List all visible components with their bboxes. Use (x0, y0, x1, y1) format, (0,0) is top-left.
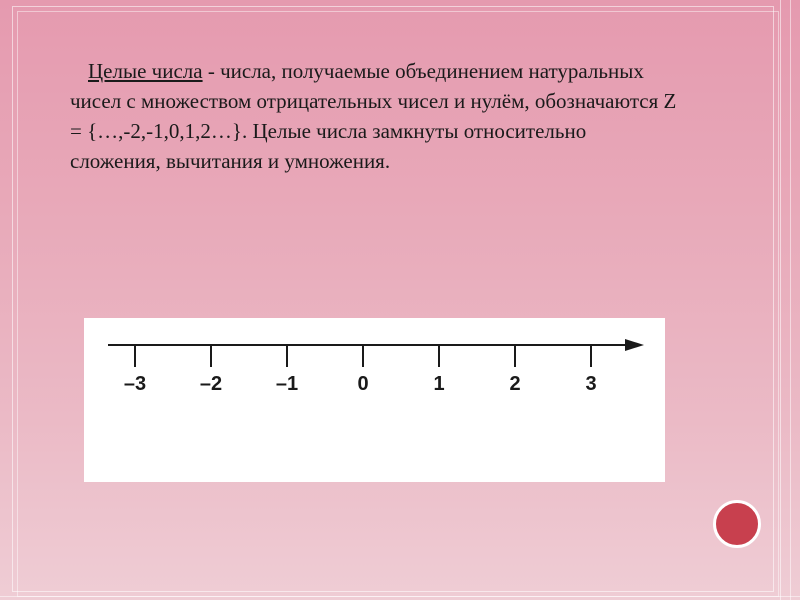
tick-label: 3 (585, 373, 597, 395)
definition-body: - числа, получаемые объединением натуральных чисел с множеством отрицательных чисел и нулём, обозначаются Z = {…,-2,-1,0,1,2…}. Целые числа замкнуты относительно сложения, вычитания и умножения. (70, 59, 677, 173)
tick-label: 1 (433, 373, 445, 395)
tick-label: –3 (123, 373, 147, 395)
frame-line-right (780, 0, 781, 600)
definition-text (70, 56, 680, 176)
arrow-head-icon (625, 339, 644, 351)
number-line-svg (84, 318, 665, 482)
tick-label: 2 (509, 373, 521, 395)
term-integers: Целые числа (88, 59, 203, 83)
frame-line-bottom (0, 596, 800, 597)
frame-line-right-outer (790, 0, 791, 600)
number-line-figure (84, 318, 665, 482)
tick-label: –1 (275, 373, 299, 395)
next-slide-button[interactable] (713, 500, 761, 548)
tick-label: 0 (357, 373, 369, 395)
tick-label: –2 (199, 373, 223, 395)
